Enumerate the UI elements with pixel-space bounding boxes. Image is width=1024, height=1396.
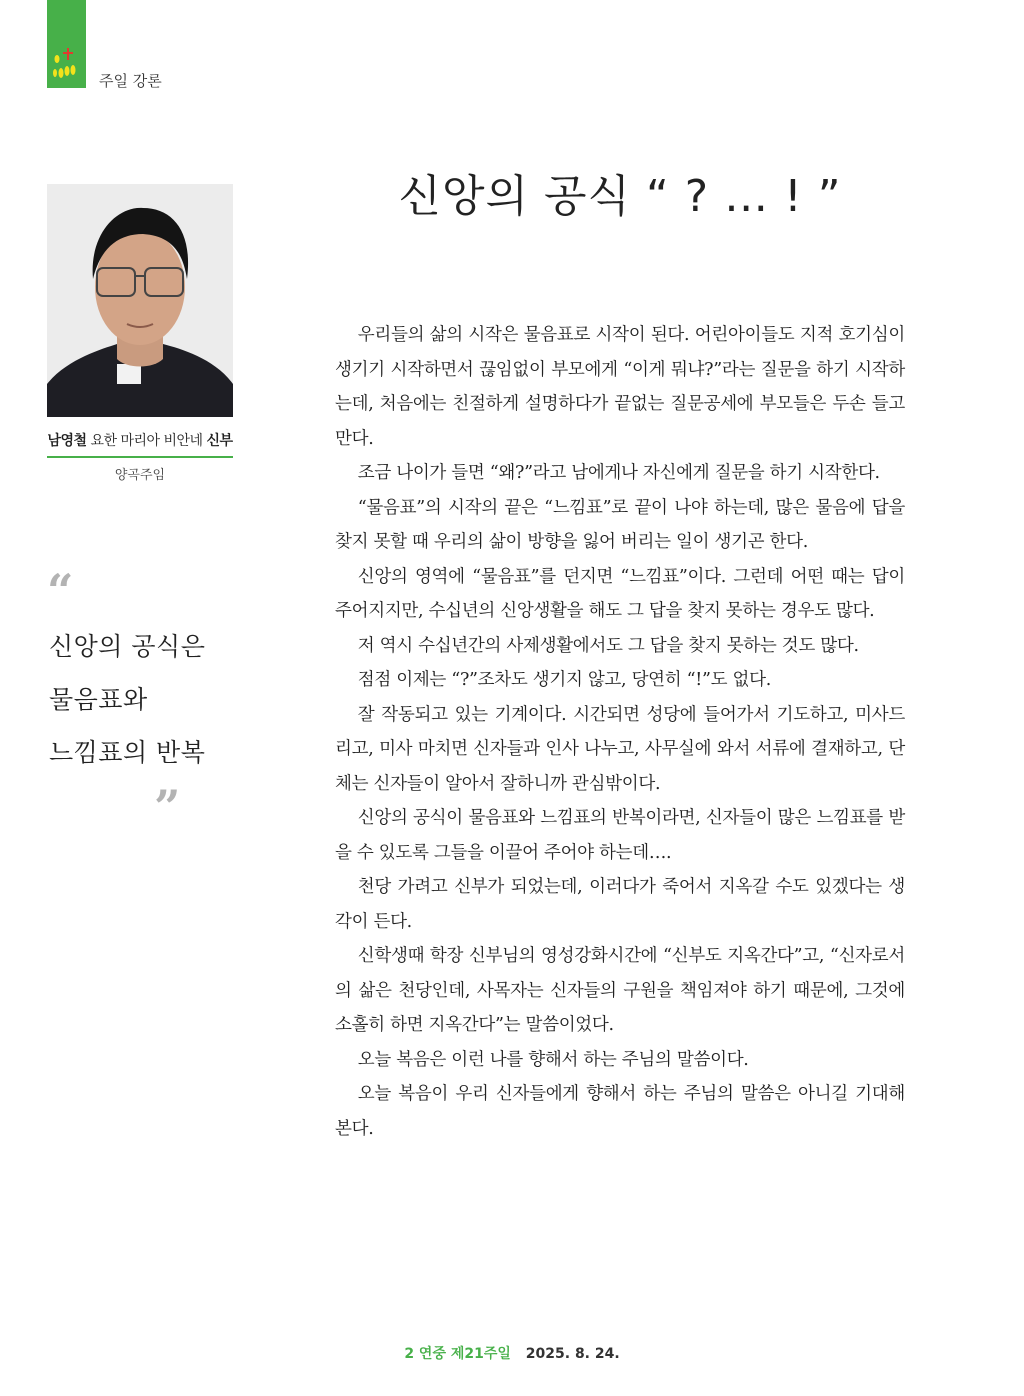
body-paragraph: 조금 나이가 들면 “왜?”라고 남에게나 자신에게 질문을 하기 시작한다.	[357, 463, 880, 483]
footer-date: 2025. 8. 24.	[525, 1346, 620, 1362]
author-surname: 남영철	[47, 433, 87, 449]
body-paragraph: 오늘 복음이 우리 신자들에게 향해서 하는 주님의 말씀은 아니길 기대해 본다.	[335, 1084, 905, 1139]
body-paragraph: 신앙의 공식이 물음표와 느낌표의 반복이라면, 신자들이 많은 느낌표를 받을 수 있도록 그들을 이끌어 주어야 하는데….	[335, 808, 905, 863]
body-paragraph: “물음표”의 시작의 끝은 “느낌표”로 끝이 나야 하는데, 많은 물음에 답을 찾지 못할 때 우리의 삶이 방향을 잃어 버리는 일이 생기곤 한다.	[335, 497, 905, 552]
author-baptismal-name: 요한 마리아 비안네	[86, 433, 207, 449]
body-paragraph: 신앙의 영역에 “물음표”를 던지면 “느낌표”이다. 그런데 어떤 때는 답이 주어지지만, 수십년의 신앙생활을 해도 그 답을 찾지 못하는 경우도 많다.	[335, 566, 905, 621]
article-body	[335, 318, 905, 1146]
body-paragraph: 저 역시 수십년간의 사제생활에서도 그 답을 찾지 못하는 것도 많다.	[357, 635, 859, 656]
section-logo-icon	[51, 46, 81, 82]
pull-quote-line: 물음표와	[49, 685, 148, 714]
body-paragraph: 우리들의 삶의 시작은 물음표로 시작이 된다. 어린아이들도 지적 호기심이 생기기 시작하면서 끊임없이 부모에게 “이게 뭐냐?”라는 질문을 하기 시작하는데, 처음에는 친절하게 설명하다가 끝없는 질문공세에 부모들은 두손 들고 만다.	[335, 325, 905, 449]
body-paragraph: 신학생때 학장 신부님의 영성강화시간에 “신부도 지옥간다”고, “신자로서의 삶은 천당인데, 사목자는 신자들의 구원을 책임져야 하기 때문에, 그것에 소홀히 하면 지옥간다”는 말씀이었다.	[335, 946, 905, 1035]
author-portrait-image	[47, 184, 233, 417]
author-name	[47, 430, 233, 450]
section-label: 주일 강론	[99, 72, 162, 90]
article-title: 신앙의 공식 “ ? … ! ”	[398, 171, 842, 222]
author-title: 신부	[206, 433, 233, 449]
pull-quote-line: 느낌표의 반복	[49, 738, 206, 767]
section-tab	[47, 0, 86, 88]
author-role: 양곡주임	[114, 468, 166, 483]
author-photo	[47, 184, 233, 417]
body-paragraph: 점점 이제는 “?”조차도 생기지 않고, 당연히 “!”도 없다.	[357, 670, 772, 690]
quote-open-mark: “	[47, 564, 74, 618]
author-divider	[47, 456, 233, 458]
quote-close-mark: ”	[154, 780, 181, 834]
pull-quote	[49, 620, 205, 779]
body-paragraph: 천당 가려고 신부가 되었는데, 이러다가 죽어서 지옥갈 수도 있겠다는 생각이 든다.	[335, 877, 905, 932]
page-footer	[0, 1343, 1024, 1363]
pull-quote-line: 신앙의 공식은	[49, 632, 206, 661]
footer-issue: 2 연중 제21주일	[404, 1346, 511, 1362]
body-paragraph: 잘 작동되고 있는 기계이다. 시간되면 성당에 들어가서 기도하고, 미사드리고, 미사 마치면 신자들과 인사 나누고, 사무실에 와서 서류에 결재하고, 단체는 신자들이 알아서 잘하니까 관심밖이다.	[335, 704, 905, 794]
body-paragraph: 오늘 복음은 이런 나를 향해서 하는 주님의 말씀이다.	[357, 1049, 749, 1070]
